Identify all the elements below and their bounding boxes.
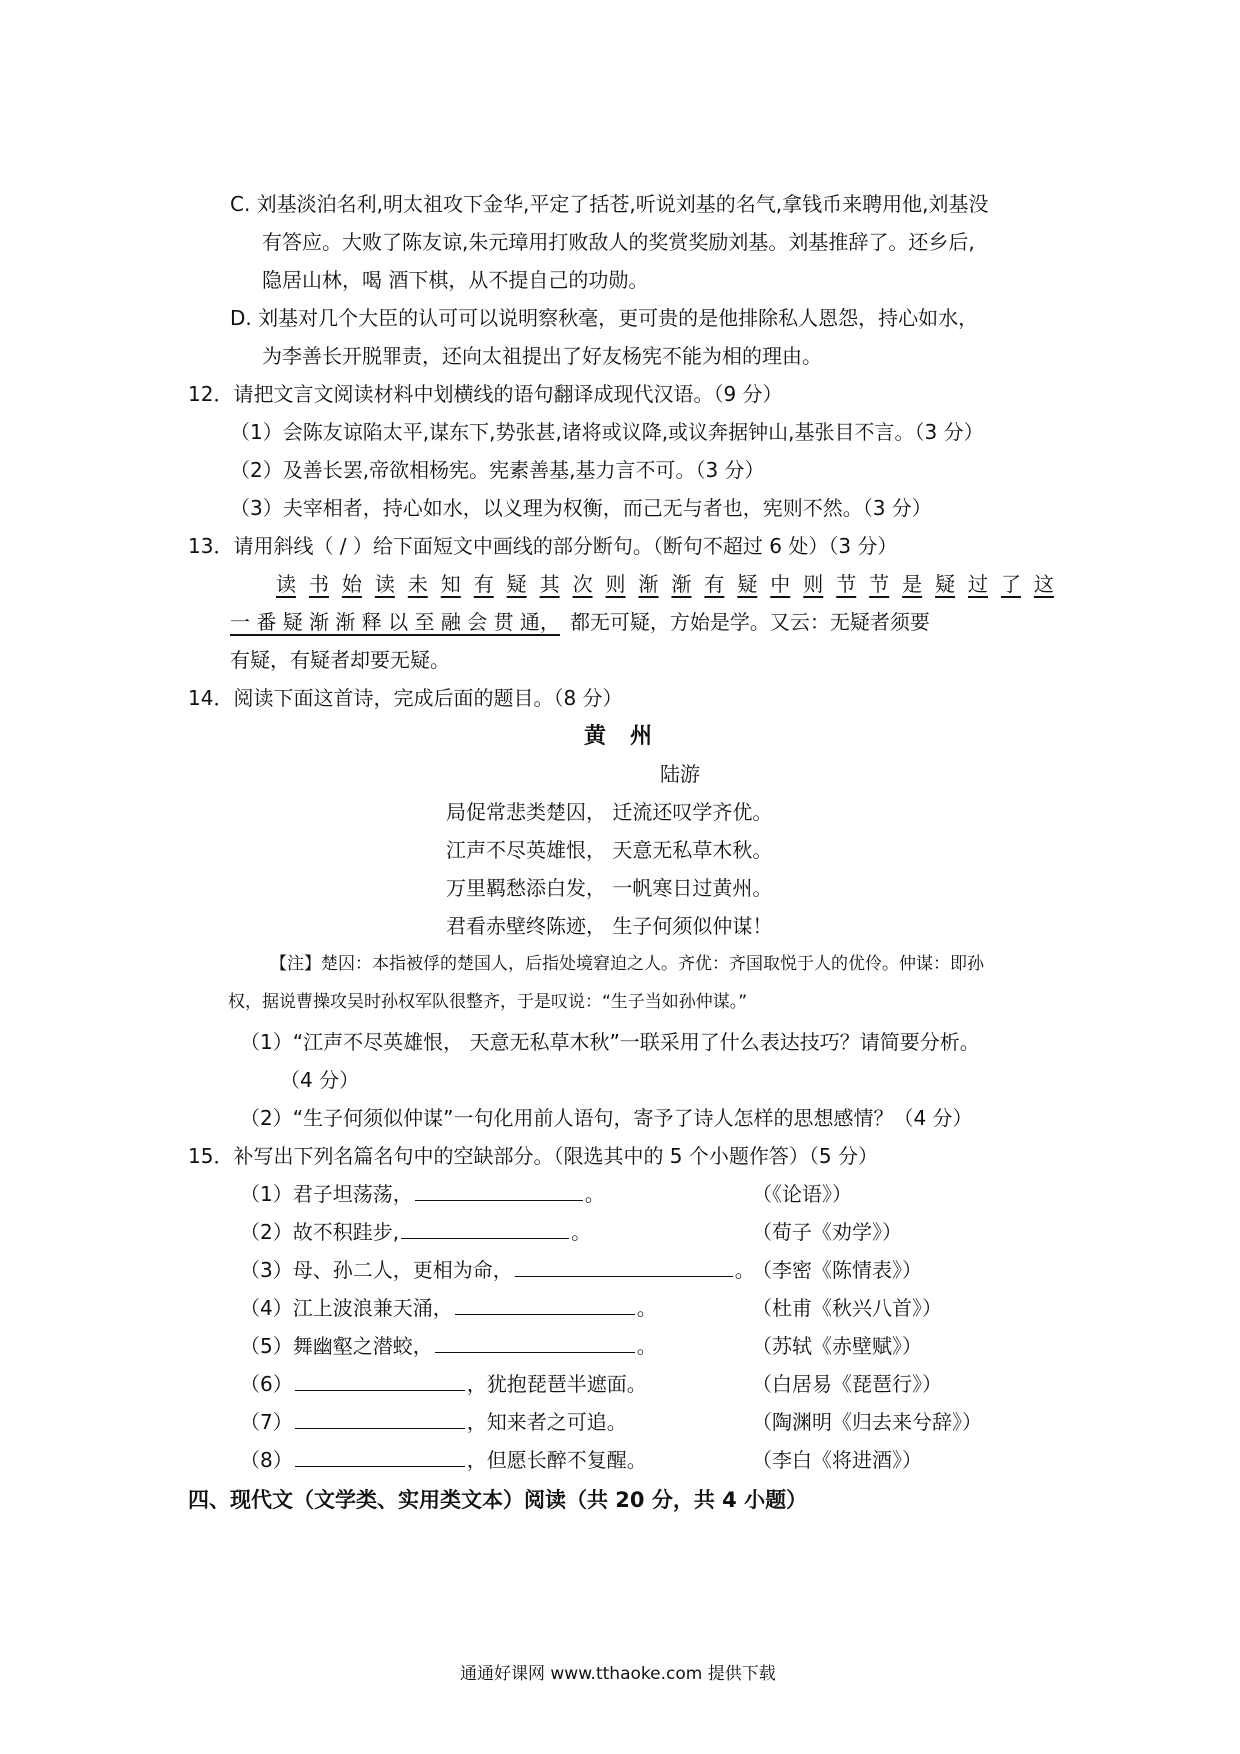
q14-sub1-line1: （1）“江声不尽英雄恨， 天意无私草木秋”一联采用了什么表达技巧？请简要分析。: [240, 1030, 980, 1054]
q13-char: 这: [1033, 572, 1054, 596]
q13-char: 节: [869, 572, 890, 596]
answer-blank[interactable]: [455, 1313, 635, 1315]
q15-item-punct: 。: [636, 1334, 657, 1358]
answer-blank[interactable]: [415, 1199, 583, 1201]
q11-option-c-line2: 有答应。大败了陈友谅,朱元璋用打败敌人的奖赏奖励刘基。刘基推辞了。还乡后,: [262, 230, 975, 254]
q11-option-d-line2: 为李善长开脱罪责，还向太祖提出了好友杨宪不能为相的理由。: [262, 344, 822, 368]
q13-passage-line1: [276, 574, 1054, 594]
poem-line-4: 君看赤壁终陈迹， 生子何须似仲谋！: [446, 914, 773, 938]
q15-item-text: （7）: [240, 1410, 293, 1434]
poem-note-line1: 【注】楚囚：本指被俘的楚国人，后指处境窘迫之人。齐优：齐国取悦于人的优伶。仲谋：即孙: [270, 954, 984, 974]
q13-char: 读: [374, 572, 395, 596]
q13-char: 有: [704, 572, 725, 596]
q13-passage-line2: [230, 612, 930, 632]
q15-item-8: [240, 1450, 647, 1470]
answer-blank[interactable]: [435, 1351, 635, 1353]
q13-char: 过: [968, 572, 989, 596]
q13-char: 未: [407, 572, 428, 596]
q15-item-text: （5）舞幽壑之潜蛟，: [240, 1334, 433, 1358]
q15-item-punct: 。: [734, 1258, 755, 1282]
answer-blank[interactable]: [295, 1465, 465, 1467]
q15-stem: 15．补写出下列名篇名句中的空缺部分。（限选其中的 5 个小题作答）（5 分）: [188, 1144, 878, 1168]
answer-blank[interactable]: [401, 1237, 569, 1239]
q15-item-5: [240, 1336, 657, 1356]
q11-option-c-line3: 隐居山林，喝 酒下棋，从不提自己的功勋。: [262, 268, 649, 292]
poem-line-1: 局促常悲类楚囚， 迁流还叹学齐优。: [446, 800, 773, 824]
q13-char: 书: [308, 572, 329, 596]
answer-blank[interactable]: [295, 1389, 465, 1391]
q13-char: 疑: [506, 572, 527, 596]
q13-char: 其: [539, 572, 560, 596]
q15-item-1-source: （《论语》）: [752, 1182, 852, 1206]
q15-item-2: [240, 1222, 591, 1242]
poem-note-line2: 权，据说曹操攻吴时孙权军队很整齐，于是叹说：“生子当如孙仲谋。”: [228, 992, 748, 1012]
q13-char: 次: [572, 572, 593, 596]
q15-item-text: （4）江上波浪兼天涌，: [240, 1296, 453, 1320]
q15-item-4-source: （杜甫《秋兴八首》）: [752, 1296, 942, 1320]
q13-char: 渐: [671, 572, 692, 596]
q15-item-punct: ，但愿长醉不复醒。: [466, 1448, 647, 1472]
answer-blank[interactable]: [295, 1427, 465, 1429]
q14-sub1-line2: （4 分）: [280, 1068, 360, 1092]
q15-item-text: （2）故不积跬步,: [240, 1220, 400, 1244]
q13-char: 是: [902, 572, 923, 596]
page-footer: 通通好课网 www.tthaoke.com 提供下载: [460, 1664, 776, 1684]
q15-item-5-source: （苏轼《赤壁赋》）: [752, 1334, 922, 1358]
q15-item-punct: 。: [571, 1220, 592, 1244]
answer-blank[interactable]: [515, 1275, 733, 1277]
q13-underlined-segment: 一 番 疑 渐 渐 释 以 至 融 会 贯 通，: [230, 610, 560, 634]
q15-item-punct: 。: [584, 1182, 605, 1206]
q11-option-d-line1: D. 刘基对几个大臣的认可可以说明察秋毫，更可贵的是他排除私人恩怨，持心如水，: [230, 306, 979, 330]
poem-line-3: 万里羁愁添白发， 一帆寒日过黄州。: [446, 876, 773, 900]
q15-item-4: [240, 1298, 657, 1318]
q14-stem: 14．阅读下面这首诗，完成后面的题目。（8 分）: [188, 686, 623, 710]
q13-char: 始: [341, 572, 362, 596]
q15-item-6-source: （白居易《琵琶行》）: [752, 1372, 942, 1396]
q15-item-punct: ，犹抱琵琶半遮面。: [466, 1372, 647, 1396]
q15-item-7: [240, 1412, 627, 1432]
q15-item-text: （3）母、孙二人，更相为命，: [240, 1258, 513, 1282]
section-4-heading: 四、现代文（文学类、实用类文本）阅读（共 20 分，共 4 小题）: [188, 1488, 808, 1512]
poem-author: 陆游: [660, 762, 700, 786]
q12-item-2: （2）及善长罢,帝欲相杨宪。宪素善基,基力言不可。（3 分）: [230, 458, 765, 482]
q15-item-3-source: （李密《陈情表》）: [752, 1258, 922, 1282]
q13-char: 则: [803, 572, 824, 596]
q13-char: 有: [473, 572, 494, 596]
q13-char: 则: [605, 572, 626, 596]
q15-item-6: [240, 1374, 647, 1394]
q13-char: 中: [770, 572, 791, 596]
q13-char: 渐: [638, 572, 659, 596]
poem-line-2: 江声不尽英雄恨， 天意无私草木秋。: [446, 838, 773, 862]
q15-item-7-source: （陶渊明《归去来兮辞》）: [752, 1410, 982, 1434]
poem-title: 黄州: [584, 724, 677, 749]
q13-char: 读: [276, 572, 296, 596]
q12-stem: 12．请把文言文阅读材料中划横线的语句翻译成现代汉语。（9 分）: [188, 382, 783, 406]
q15-item-punct: ，知来者之可追。: [466, 1410, 627, 1434]
q12-item-3: （3）夫宰相者，持心如水，以义理为权衡，而己无与者也，宪则不然。（3 分）: [230, 496, 932, 520]
q15-item-2-source: （荀子《劝学》）: [752, 1220, 902, 1244]
q13-char: 知: [440, 572, 461, 596]
q13-char: 节: [836, 572, 857, 596]
q14-sub2: （2）“生子何须似仲谋”一句化用前人语句，寄予了诗人怎样的思想感情？（4 分）: [240, 1106, 973, 1130]
q13-passage-line3: 有疑，有疑者却要无疑。: [230, 648, 450, 672]
q13-char: 疑: [935, 572, 956, 596]
q15-item-text: （1）君子坦荡荡，: [240, 1182, 413, 1206]
q13-char: 了: [1000, 572, 1021, 596]
q15-item-8-source: （李白《将进酒》）: [752, 1448, 922, 1472]
q13-stem: 13．请用斜线（ / ）给下面短文中画线的部分断句。（断句不超过 6 处）（3 分）: [188, 534, 898, 558]
q13-line2-rest: 都无可疑，方始是学。又云：无疑者须要: [569, 610, 930, 634]
q12-item-1: （1）会陈友谅陷太平,谋东下,势张甚,诸将或议降,或议奔据钟山,基张目不言。（3 分）: [230, 420, 984, 444]
q15-item-text: （6）: [240, 1372, 293, 1396]
q15-item-punct: 。: [636, 1296, 657, 1320]
q13-char: 疑: [737, 572, 758, 596]
q15-item-3: [240, 1260, 755, 1280]
q11-option-c-line1: C. 刘基淡泊名利,明太祖攻下金华,平定了括苍,听说刘基的名气,拿钱币来聘用他,刘基没: [230, 192, 989, 216]
q15-item-1: [240, 1184, 605, 1204]
q15-item-text: （8）: [240, 1448, 293, 1472]
